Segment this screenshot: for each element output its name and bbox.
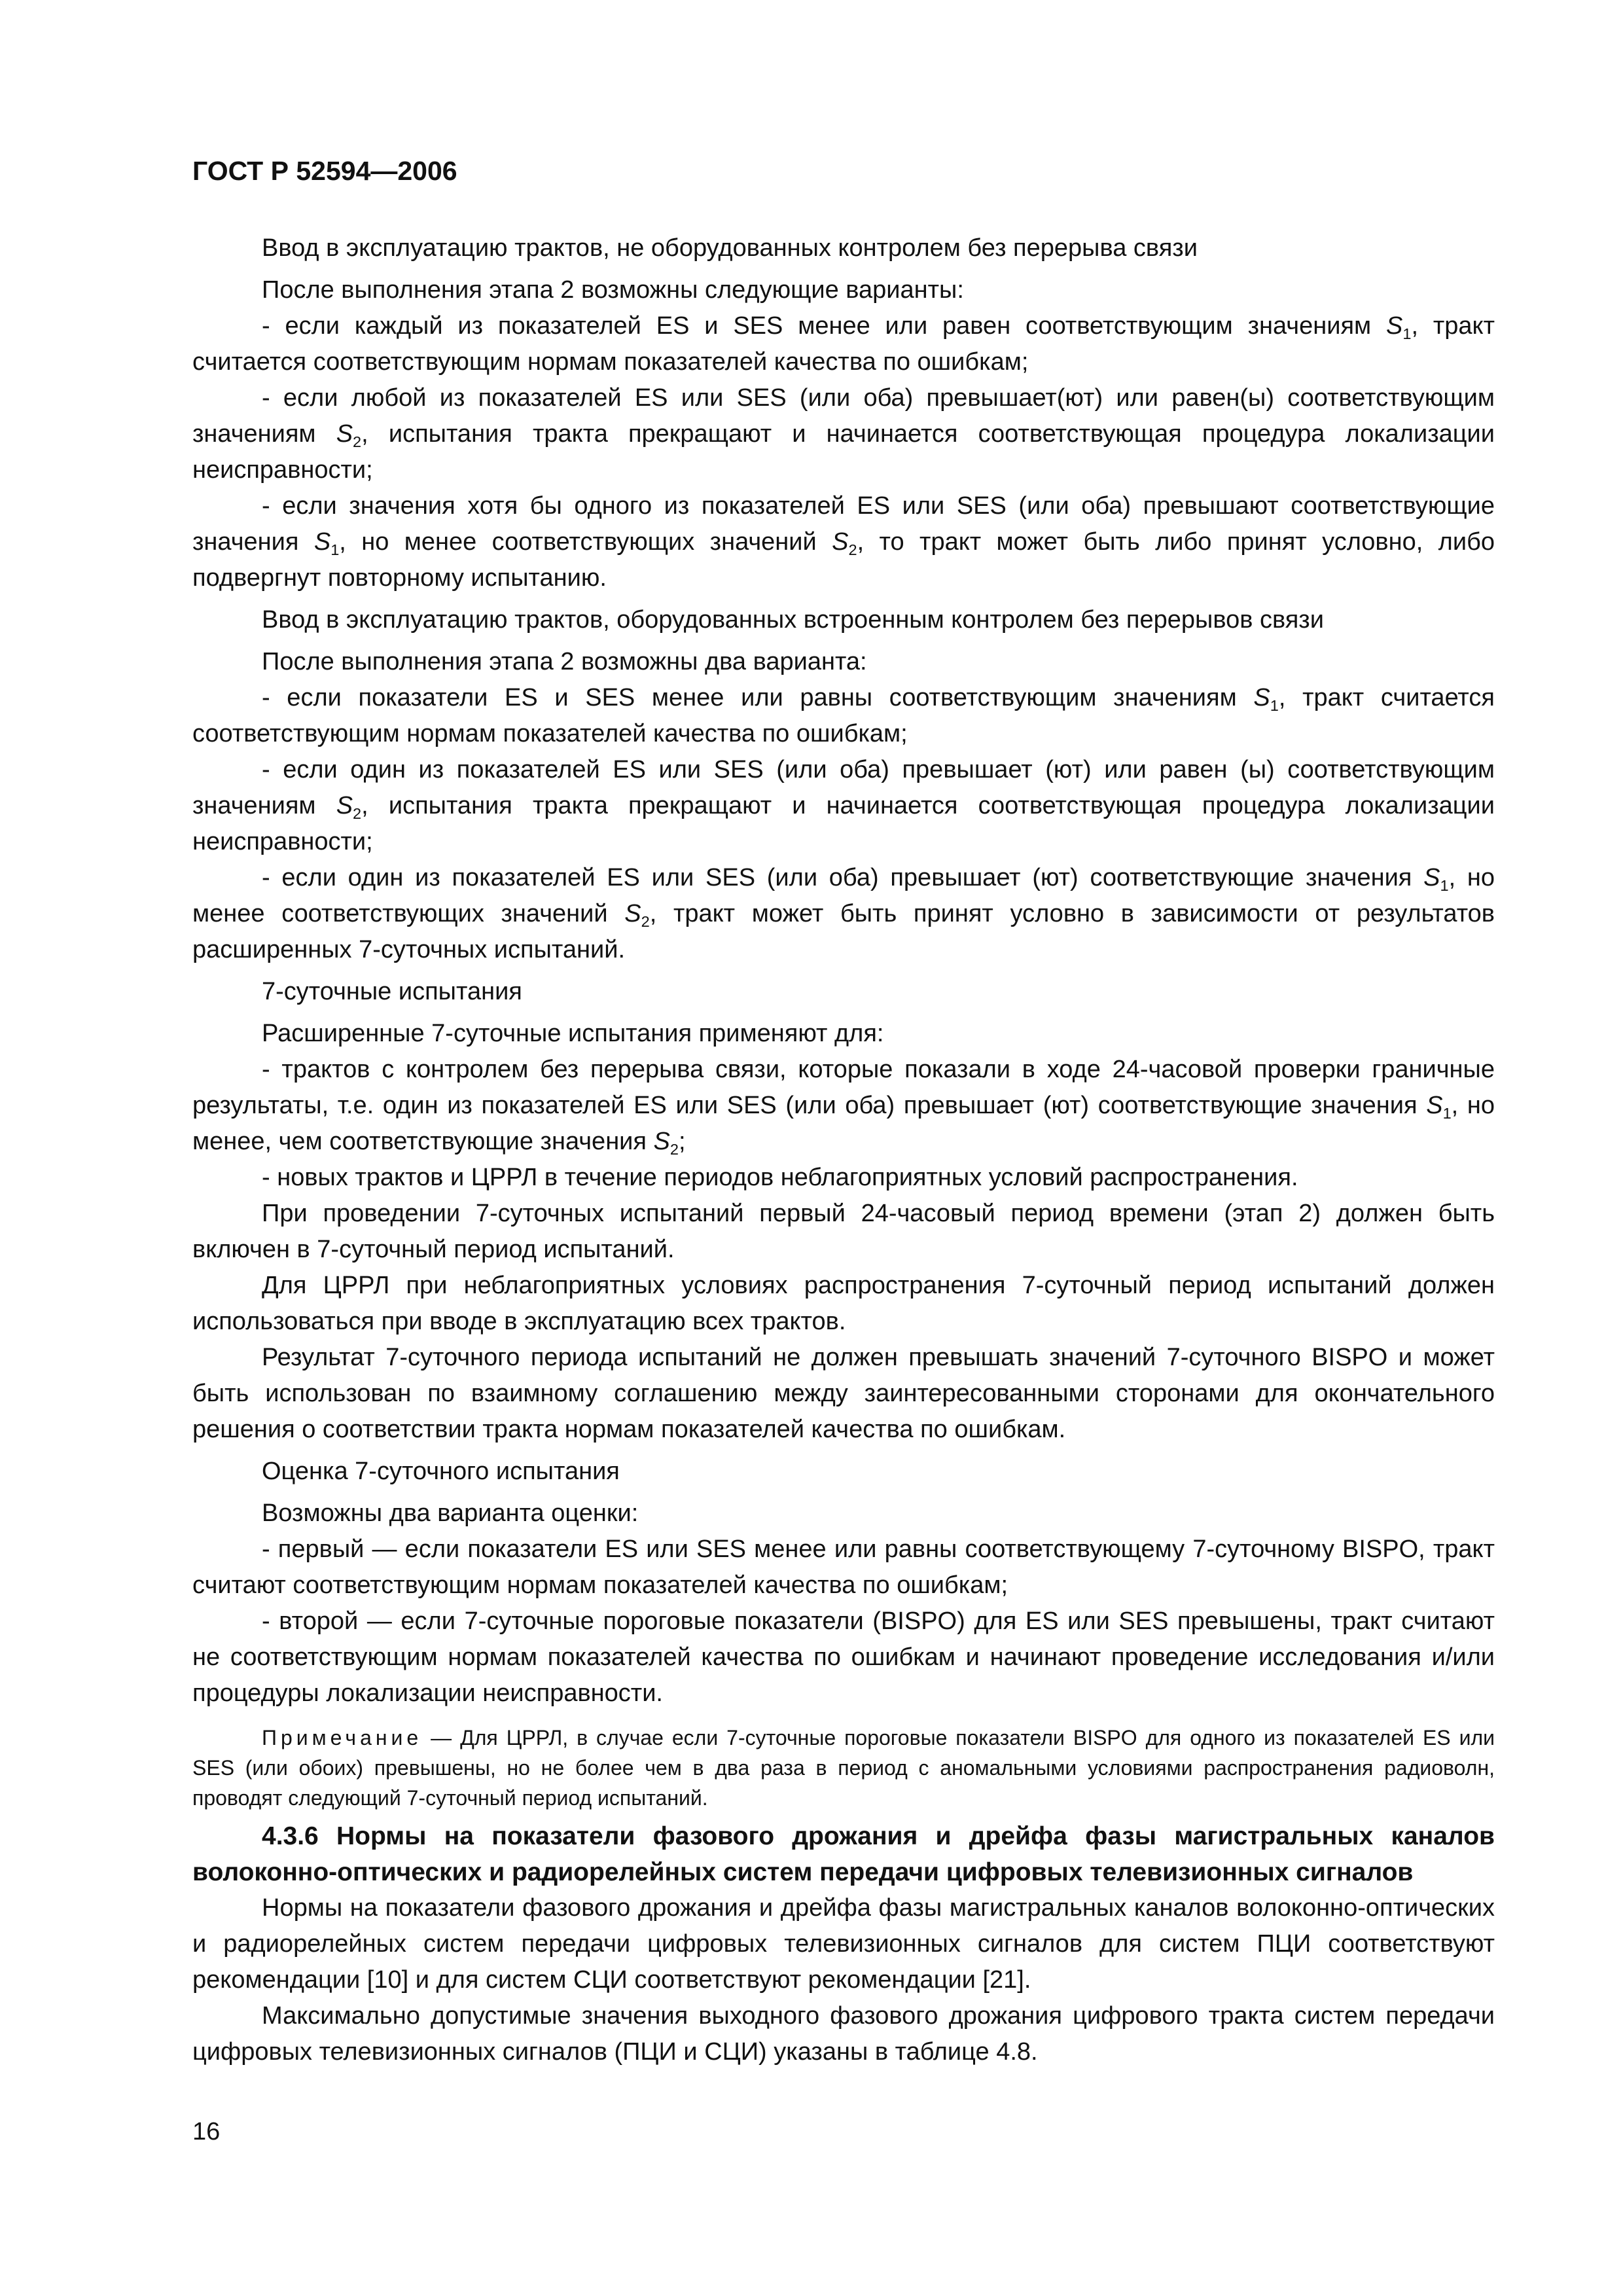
list-item: - если один из показателей ES или SES (или оба) превышает (ют) соответствующие значения $S_1$, но менее соответствующих значений $S_2$, тракт может быть принят условно в зависимости от результатов расширенных 7-суточных испытаний. — [192, 864, 1495, 963]
paragraph: Возможны два варианта оценки: — [262, 1499, 639, 1527]
list-item: - если любой из показателей ES или SES (или оба) превышает(ют) или равен(ы) соответствующим значениям $S_2$, испытания тракта прекращают и начинается соответствующая процедура локализации неисправности; — [192, 384, 1495, 484]
paragraph: Результат 7-суточного периода испытаний не должен превышать значений 7-суточного BISPO и может быть использован по взаимному соглашению между заинтересованными сторонами для окончательного решения о соответствии тракта нормам показателей качества по ошибкам. — [192, 1344, 1495, 1443]
list-item: - если показатели ES и SES менее или равны соответствующим значениям $S_1$, тракт считается соответствующим нормам показателей качества по ошибкам; — [192, 684, 1495, 747]
section-title: Ввод в эксплуатацию трактов, не оборудованных контролем без перерыва связи — [262, 234, 1198, 262]
note: Примечание — Для ЦРРЛ, в случае если 7-суточные пороговые показатели BISPO для одного из показателей ES или SES (или обоих) превышены, но не более чем в два раза в период с аномальными условиями распространения радиоволн, проводят следующий 7-суточный период испытаний. — [192, 1726, 1495, 1810]
paragraph: Максимально допустимые значения выходного фазового дрожания цифрового тракта систем передачи цифровых телевизионных сигналов (ПЦИ и СЦИ) указаны в таблице 4.8. — [192, 2002, 1495, 2066]
list-item: - если один из показателей ES или SES (или оба) превышает (ют) или равен (ы) соответствующим значениям $S_2$, испытания тракта прекращают и начинается соответствующая процедура локализации неисправности; — [192, 756, 1495, 855]
list-item: - если каждый из показателей ES и SES менее или равен соответствующим значениям $S_1$, тракт считается соответствующим нормам показателей качества по ошибкам; — [192, 312, 1495, 376]
page-number: 16 — [192, 2118, 221, 2145]
document-header: ГОСТ Р 52594—2006 — [192, 156, 457, 186]
paragraph: После выполнения этапа 2 возможны следующие варианты: — [262, 276, 964, 304]
section-title: Ввод в эксплуатацию трактов, оборудованных встроенным контролем без перерывов связи — [262, 606, 1324, 634]
section-title: 7-суточные испытания — [262, 978, 522, 1005]
note-label: Примечание — [262, 1726, 423, 1749]
section-heading: 4.3.6 Нормы на показатели фазового дрожания и дрейфа фазы магистральных каналов волоконно-оптических и радиорелейных систем передачи цифровых телевизионных сигналов — [192, 1822, 1495, 1886]
list-item: - второй — если 7-суточные пороговые показатели (BISPO) для ES или SES превышены, тракт считают не соответствующим нормам показателей качества по ошибкам и начинают проведение исследования и/или процедуры локализации неисправности. — [192, 1607, 1495, 1707]
document-body — [192, 230, 1495, 2070]
paragraph: При проведении 7-суточных испытаний первый 24-часовый период времени (этап 2) должен быть включен в 7-суточный период испытаний. — [192, 1200, 1495, 1263]
section-title: Оценка 7-суточного испытания — [262, 1458, 620, 1485]
list-item: - если значения хотя бы одного из показателей ES или SES (или оба) превышают соответствующие значения $S_1$, но менее соответствующих значений $S_2$, то тракт может быть либо принят условно, либо подвергнут повторному испытанию. — [192, 492, 1495, 592]
paragraph: После выполнения этапа 2 возможны два варианта: — [262, 648, 867, 675]
paragraph: Расширенные 7-суточные испытания применяют для: — [262, 1020, 884, 1047]
list-item: - новых трактов и ЦРРЛ в течение периодов неблагоприятных условий распространения. — [262, 1164, 1298, 1191]
list-item: - трактов с контролем без перерыва связи, которые показали в ходе 24-часовой проверки граничные результаты, т.е. один из показателей ES или SES (или оба) превышает (ют) соответствующие значения $S_1$, но менее, чем соответствующие значения $S_2$; — [192, 1056, 1495, 1158]
list-item: - первый — если показатели ES или SES менее или равны соответствующему 7-суточному BISPO, тракт считают соответствующим нормам показателей качества по ошибкам; — [192, 1535, 1495, 1599]
paragraph: Нормы на показатели фазового дрожания и дрейфа фазы магистральных каналов волоконно-оптических и радиорелейных систем передачи цифровых телевизионных сигналов для систем ПЦИ соответствуют рекомендации [10] и для систем СЦИ соответствуют рекомендации [21]. — [192, 1894, 1495, 1994]
paragraph: Для ЦРРЛ при неблагоприятных условиях распространения 7-суточный период испытаний должен использоваться при вводе в эксплуатацию всех трактов. — [192, 1272, 1495, 1335]
